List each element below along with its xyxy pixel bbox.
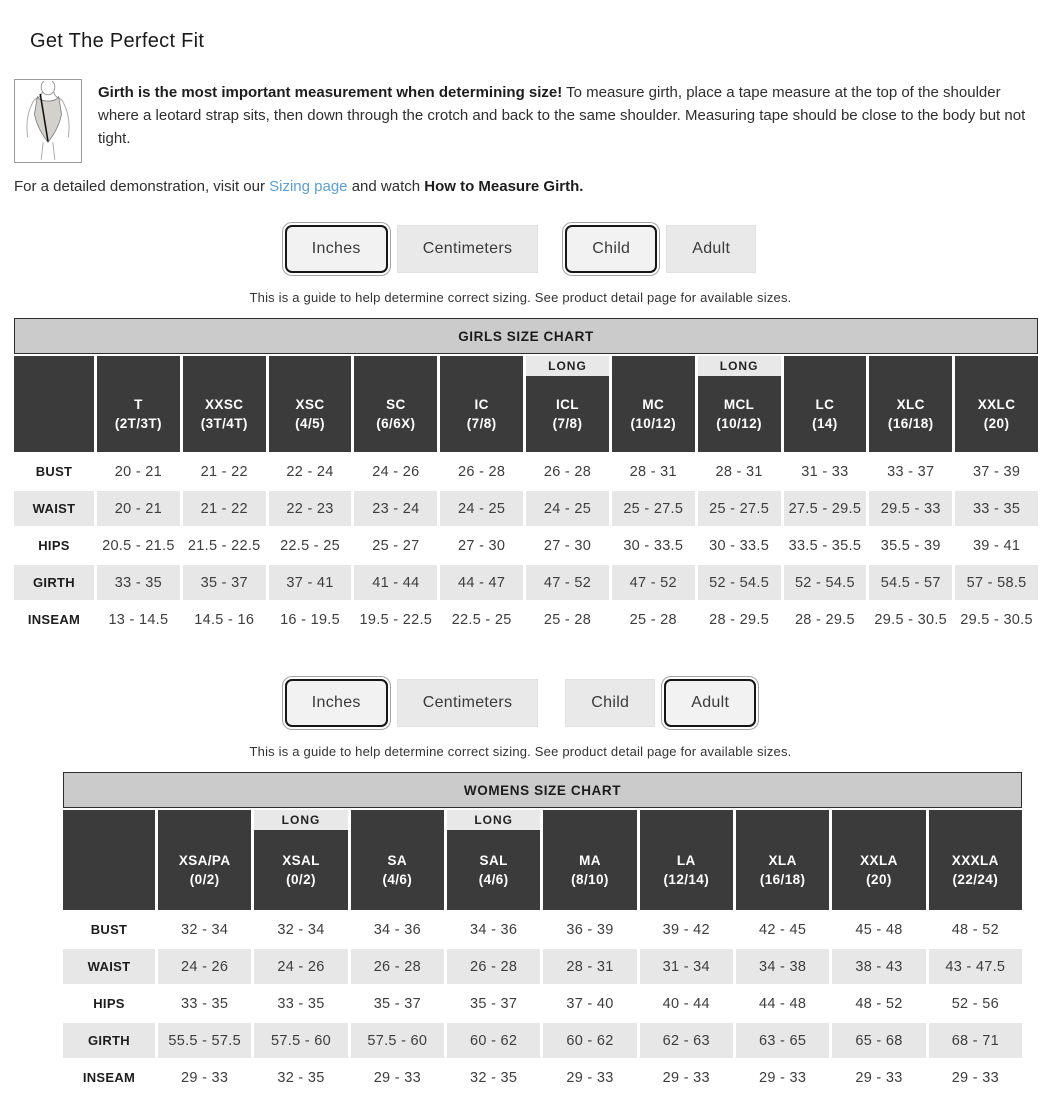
size-value-cell: 39 - 41	[955, 528, 1038, 563]
womens-adult-button[interactable]: Adult	[664, 679, 756, 727]
measurement-row	[14, 565, 1038, 600]
size-column-header	[354, 356, 437, 452]
size-value-cell: 28 - 31	[543, 949, 636, 984]
band-spacer	[640, 810, 733, 830]
size-value-cell: 33 - 37	[869, 454, 952, 489]
size-column-header	[97, 356, 180, 452]
size-value-cell: 52 - 54.5	[698, 565, 781, 600]
size-value-cell: 14.5 - 16	[183, 602, 266, 637]
size-value-cell: 34 - 36	[351, 912, 444, 947]
size-value-cell: 30 - 33.5	[612, 528, 695, 563]
intro-text	[98, 81, 1027, 163]
size-value-cell: 57.5 - 60	[254, 1023, 347, 1058]
measurement-row	[14, 528, 1038, 563]
size-column-header	[158, 810, 251, 910]
size-value-cell: 22.5 - 25	[269, 528, 352, 563]
size-value-cell: 21 - 22	[183, 454, 266, 489]
size-name: IC (7/8)	[466, 397, 497, 431]
size-column-header	[447, 810, 540, 910]
size-column-header	[269, 356, 352, 452]
girls-centimeters-button[interactable]: Centimeters	[397, 225, 539, 273]
size-column-header	[736, 810, 829, 910]
size-name: XXLA (20)	[860, 853, 898, 887]
size-value-cell: 22 - 24	[269, 454, 352, 489]
size-value-cell: 35 - 37	[183, 565, 266, 600]
size-value-cell: 33 - 35	[97, 565, 180, 600]
size-name: XSAL (0/2)	[282, 853, 320, 887]
size-column-header	[612, 356, 695, 452]
size-value-cell: 20 - 21	[97, 491, 180, 526]
size-value-cell: 29 - 33	[929, 1060, 1022, 1095]
measurement-row	[14, 454, 1038, 489]
measurement-row	[63, 949, 1022, 984]
size-column-header	[955, 356, 1038, 452]
corner-cell	[63, 810, 155, 910]
size-name: XSC (4/5)	[295, 397, 325, 431]
band-spacer	[97, 356, 180, 376]
measurement-row	[63, 912, 1022, 947]
size-column-header	[698, 356, 781, 452]
size-value-cell: 31 - 33	[784, 454, 867, 489]
size-value-cell: 24 - 26	[354, 454, 437, 489]
size-header-row	[14, 356, 1038, 452]
size-value-cell: 13 - 14.5	[97, 602, 180, 637]
womens-chart-title: WOMENS SIZE CHART	[63, 772, 1022, 808]
girth-measurement-icon	[16, 81, 80, 161]
size-value-cell: 22 - 23	[269, 491, 352, 526]
intro-section	[14, 79, 1027, 163]
row-label: BUST	[63, 912, 155, 947]
size-value-cell: 63 - 65	[736, 1023, 829, 1058]
size-value-cell: 34 - 36	[447, 912, 540, 947]
womens-section	[14, 679, 1027, 1097]
measurement-row	[63, 1060, 1022, 1095]
womens-inches-button[interactable]: Inches	[285, 679, 388, 727]
womens-sizing-note: This is a guide to help determine correct sizing. See product detail page for available sizes.	[249, 744, 792, 759]
band-spacer	[440, 356, 523, 376]
size-value-cell: 29.5 - 30.5	[869, 602, 952, 637]
size-value-cell: 24 - 25	[440, 491, 523, 526]
size-value-cell: 35 - 37	[351, 986, 444, 1021]
size-name: LC (14)	[812, 397, 838, 431]
size-column-header	[929, 810, 1022, 910]
size-name: MCL (10/12)	[716, 397, 762, 431]
measurement-row	[63, 986, 1022, 1021]
girls-chart-title: GIRLS SIZE CHART	[14, 318, 1038, 354]
band-spacer	[736, 810, 829, 830]
size-name: MC (10/12)	[630, 397, 677, 431]
size-value-cell: 25 - 27.5	[612, 491, 695, 526]
size-name: T (2T/3T)	[114, 397, 162, 431]
size-column-header	[351, 810, 444, 910]
band-spacer	[269, 356, 352, 376]
long-band-label: LONG	[254, 810, 347, 830]
size-value-cell: 47 - 52	[526, 565, 609, 600]
size-value-cell: 52 - 54.5	[784, 565, 867, 600]
demo-line	[14, 178, 1027, 195]
size-value-cell: 27.5 - 29.5	[784, 491, 867, 526]
size-value-cell: 60 - 62	[447, 1023, 540, 1058]
size-value-cell: 65 - 68	[832, 1023, 925, 1058]
size-column-header	[440, 356, 523, 452]
size-value-cell: 33 - 35	[955, 491, 1038, 526]
size-column-header	[183, 356, 266, 452]
size-value-cell: 33 - 35	[254, 986, 347, 1021]
size-value-cell: 24 - 26	[254, 949, 347, 984]
size-value-cell: 32 - 34	[158, 912, 251, 947]
band-spacer	[354, 356, 437, 376]
intro-bold-text: Girth is the most important measurement when determining size!	[98, 84, 563, 101]
size-value-cell: 37 - 40	[543, 986, 636, 1021]
band-spacer	[158, 810, 251, 830]
womens-toggle-row	[14, 679, 1027, 727]
size-value-cell: 33.5 - 35.5	[784, 528, 867, 563]
row-label: BUST	[14, 454, 94, 489]
size-value-cell: 29 - 33	[351, 1060, 444, 1095]
size-value-cell: 27 - 30	[440, 528, 523, 563]
row-label: WAIST	[63, 949, 155, 984]
size-value-cell: 29 - 33	[832, 1060, 925, 1095]
size-value-cell: 29 - 33	[640, 1060, 733, 1095]
band-spacer	[351, 810, 444, 830]
intro-rest-text: To measure girth, place a tape measure at the top of the shoulder where a leotard strap sits, then down through the crotch and back to the same shoulder. Measuring tape should be close to the body but not tight.	[98, 84, 1026, 147]
size-column-header	[254, 810, 347, 910]
size-value-cell: 24 - 26	[158, 949, 251, 984]
row-label: WAIST	[14, 491, 94, 526]
long-band-label: LONG	[698, 356, 781, 376]
size-column-header	[526, 356, 609, 452]
leotard-illustration	[14, 79, 82, 163]
band-spacer	[784, 356, 867, 376]
size-name: XXSC (3T/4T)	[200, 397, 248, 431]
size-value-cell: 27 - 30	[526, 528, 609, 563]
measurement-row	[14, 602, 1038, 637]
girls-sizing-note: This is a guide to help determine correct sizing. See product detail page for available sizes.	[249, 290, 792, 305]
size-value-cell: 28 - 29.5	[784, 602, 867, 637]
row-label: GIRTH	[14, 565, 94, 600]
size-value-cell: 31 - 34	[640, 949, 733, 984]
girls-size-chart	[14, 318, 1038, 639]
size-value-cell: 35.5 - 39	[869, 528, 952, 563]
size-value-cell: 25 - 28	[526, 602, 609, 637]
measurement-row	[63, 1023, 1022, 1058]
size-value-cell: 26 - 28	[440, 454, 523, 489]
size-name: XLA (16/18)	[759, 853, 806, 887]
size-value-cell: 28 - 31	[698, 454, 781, 489]
band-spacer	[955, 356, 1038, 376]
size-value-cell: 22.5 - 25	[440, 602, 523, 637]
size-value-cell: 39 - 42	[640, 912, 733, 947]
size-value-cell: 16 - 19.5	[269, 602, 352, 637]
sizing-page-link[interactable]: Sizing page	[269, 178, 348, 195]
row-label: INSEAM	[63, 1060, 155, 1095]
girls-section	[14, 225, 1033, 639]
size-column-header	[543, 810, 636, 910]
size-value-cell: 32 - 35	[447, 1060, 540, 1095]
size-value-cell: 26 - 28	[526, 454, 609, 489]
measurement-row	[14, 491, 1038, 526]
womens-age-toggle	[565, 679, 756, 727]
size-value-cell: 30 - 33.5	[698, 528, 781, 563]
row-label: INSEAM	[14, 602, 94, 637]
size-column-header	[784, 356, 867, 452]
band-spacer	[832, 810, 925, 830]
size-value-cell: 29.5 - 33	[869, 491, 952, 526]
girls-child-button[interactable]: Child	[565, 225, 657, 273]
size-value-cell: 28 - 29.5	[698, 602, 781, 637]
size-name: SAL (4/6)	[478, 853, 509, 887]
womens-unit-toggle	[285, 679, 539, 727]
size-value-cell: 36 - 39	[543, 912, 636, 947]
size-value-cell: 20.5 - 21.5	[97, 528, 180, 563]
band-spacer	[612, 356, 695, 376]
size-value-cell: 57.5 - 60	[351, 1023, 444, 1058]
size-column-header	[832, 810, 925, 910]
size-column-header	[640, 810, 733, 910]
size-value-cell: 26 - 28	[447, 949, 540, 984]
size-value-cell: 21 - 22	[183, 491, 266, 526]
demo-bold: How to Measure Girth.	[424, 178, 584, 195]
demo-middle: and watch	[347, 178, 425, 195]
womens-centimeters-button[interactable]: Centimeters	[397, 679, 539, 727]
size-value-cell: 37 - 39	[955, 454, 1038, 489]
girls-size-table	[11, 354, 1041, 639]
size-value-cell: 45 - 48	[832, 912, 925, 947]
womens-child-button[interactable]: Child	[565, 679, 655, 727]
womens-size-chart	[63, 772, 1022, 1097]
size-value-cell: 21.5 - 22.5	[183, 528, 266, 563]
girls-age-toggle	[565, 225, 756, 273]
size-value-cell: 32 - 34	[254, 912, 347, 947]
girls-toggle-row	[14, 225, 1027, 273]
size-value-cell: 28 - 31	[612, 454, 695, 489]
size-value-cell: 48 - 52	[832, 986, 925, 1021]
size-value-cell: 33 - 35	[158, 986, 251, 1021]
demo-prefix: For a detailed demonstration, visit our	[14, 178, 270, 195]
size-value-cell: 52 - 56	[929, 986, 1022, 1021]
size-value-cell: 19.5 - 22.5	[354, 602, 437, 637]
size-value-cell: 42 - 45	[736, 912, 829, 947]
size-value-cell: 26 - 28	[351, 949, 444, 984]
size-value-cell: 54.5 - 57	[869, 565, 952, 600]
size-value-cell: 44 - 48	[736, 986, 829, 1021]
size-name: XSA/PA (0/2)	[178, 853, 231, 887]
row-label: HIPS	[63, 986, 155, 1021]
band-spacer	[869, 356, 952, 376]
size-value-cell: 29 - 33	[736, 1060, 829, 1095]
size-value-cell: 47 - 52	[612, 565, 695, 600]
size-value-cell: 41 - 44	[354, 565, 437, 600]
girls-inches-button[interactable]: Inches	[285, 225, 388, 273]
size-name: XXXLA (22/24)	[951, 853, 999, 887]
size-header-row	[63, 810, 1022, 910]
band-spacer	[543, 810, 636, 830]
size-value-cell: 23 - 24	[354, 491, 437, 526]
size-value-cell: 29 - 33	[543, 1060, 636, 1095]
long-band-label: LONG	[447, 810, 540, 830]
size-name: MA (8/10)	[571, 853, 609, 887]
size-name: XLC (16/18)	[887, 397, 934, 431]
size-value-cell: 48 - 52	[929, 912, 1022, 947]
size-column-header	[869, 356, 952, 452]
size-value-cell: 24 - 25	[526, 491, 609, 526]
size-value-cell: 34 - 38	[736, 949, 829, 984]
size-value-cell: 40 - 44	[640, 986, 733, 1021]
size-value-cell: 68 - 71	[929, 1023, 1022, 1058]
corner-cell	[14, 356, 94, 452]
size-value-cell: 25 - 27.5	[698, 491, 781, 526]
size-value-cell: 55.5 - 57.5	[158, 1023, 251, 1058]
size-value-cell: 29 - 33	[158, 1060, 251, 1095]
size-value-cell: 43 - 47.5	[929, 949, 1022, 984]
size-value-cell: 38 - 43	[832, 949, 925, 984]
size-value-cell: 29.5 - 30.5	[955, 602, 1038, 637]
size-name: SA (4/6)	[382, 853, 413, 887]
row-label: HIPS	[14, 528, 94, 563]
band-spacer	[183, 356, 266, 376]
row-label: GIRTH	[63, 1023, 155, 1058]
page-title: Get The Perfect Fit	[30, 30, 205, 52]
long-band-label: LONG	[526, 356, 609, 376]
size-name: ICL (7/8)	[552, 397, 583, 431]
size-value-cell: 60 - 62	[543, 1023, 636, 1058]
size-value-cell: 57 - 58.5	[955, 565, 1038, 600]
size-name: XXLC (20)	[977, 397, 1016, 431]
size-value-cell: 32 - 35	[254, 1060, 347, 1095]
womens-size-table	[60, 808, 1025, 1097]
size-value-cell: 44 - 47	[440, 565, 523, 600]
size-value-cell: 62 - 63	[640, 1023, 733, 1058]
band-spacer	[929, 810, 1022, 830]
size-value-cell: 35 - 37	[447, 986, 540, 1021]
girls-adult-button[interactable]: Adult	[666, 225, 756, 273]
size-value-cell: 37 - 41	[269, 565, 352, 600]
girls-unit-toggle	[285, 225, 539, 273]
size-value-cell: 20 - 21	[97, 454, 180, 489]
size-value-cell: 25 - 27	[354, 528, 437, 563]
size-name: SC (6/6X)	[376, 397, 416, 431]
size-value-cell: 25 - 28	[612, 602, 695, 637]
size-name: LA (12/14)	[663, 853, 710, 887]
